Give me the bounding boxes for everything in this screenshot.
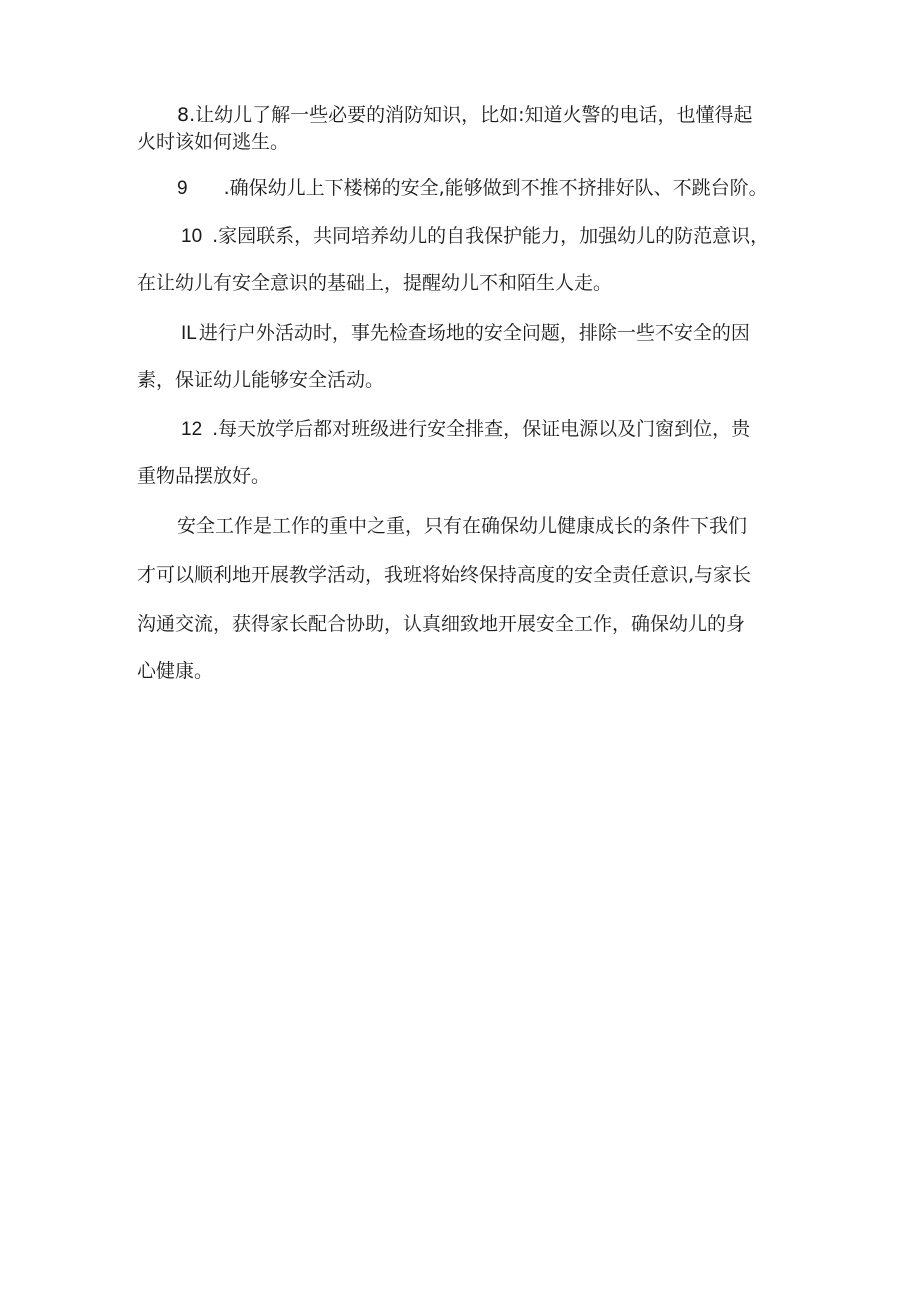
closing-paragraph-line-3 (137, 612, 745, 636)
paragraph-10-text-cont: 在让幼儿有安全意识的基础上，提醒幼儿不和陌生人走。 (137, 272, 613, 294)
paragraph-9-line-1 (177, 176, 768, 201)
paragraph-9-number: 9 (177, 178, 188, 199)
paragraph-12-number: 12 (181, 419, 203, 440)
paragraph-8-text: 8.让幼儿了解一些必要的消防知识，比如:知道火警的电话，也懂得起 (177, 104, 753, 126)
paragraph-12-text-cont: 重物品摆放好。 (137, 465, 271, 487)
closing-paragraph-line-1 (177, 514, 747, 538)
closing-paragraph-line-2 (137, 563, 751, 587)
paragraph-8-line-1 (177, 103, 753, 127)
paragraph-11-text: 进行户外活动时，事先检查场地的安全问题，排除一些不安全的因 (198, 322, 750, 344)
paragraph-11-text-cont: 素，保证幼儿能够安全活动。 (137, 369, 385, 391)
paragraph-10-text: .家园联系，共同培养幼儿的自我保护能力，加强幼儿的防范意识， (212, 225, 770, 247)
paragraph-10-line-1 (181, 224, 769, 249)
paragraph-12-line-2 (137, 464, 270, 488)
paragraph-12-text: .每天放学后都对班级进行安全排查，保证电源以及门窗到位，贵 (212, 418, 751, 440)
paragraph-12-line-1 (181, 417, 750, 442)
closing-paragraph-text-3: 沟通交流，获得家长配合协助，认真细致地开展安全工作，确保幼儿的身 (137, 613, 746, 635)
closing-paragraph-text-2: 才可以顺利地开展教学活动，我班将始终保持高度的安全责任意识,与家长 (137, 564, 752, 586)
closing-paragraph-text-4: 心健康。 (137, 660, 214, 682)
paragraph-8-text-cont: 火时该如何逃生。 (137, 131, 290, 153)
paragraph-11-number: IL (181, 323, 197, 344)
paragraph-11-line-2 (137, 368, 384, 392)
paragraph-10-line-2 (137, 271, 612, 295)
paragraph-8-line-2 (137, 130, 289, 154)
closing-paragraph-text: 安全工作是工作的重中之重，只有在确保幼儿健康成长的条件下我们 (177, 515, 748, 537)
paragraph-11-line-1 (181, 321, 750, 346)
paragraph-10-number: 10 (181, 226, 203, 247)
closing-paragraph-line-4 (137, 659, 213, 683)
paragraph-9-text: .确保幼儿上下楼梯的安全,能够做到不推不挤排好队、不跳台阶。 (223, 177, 768, 199)
